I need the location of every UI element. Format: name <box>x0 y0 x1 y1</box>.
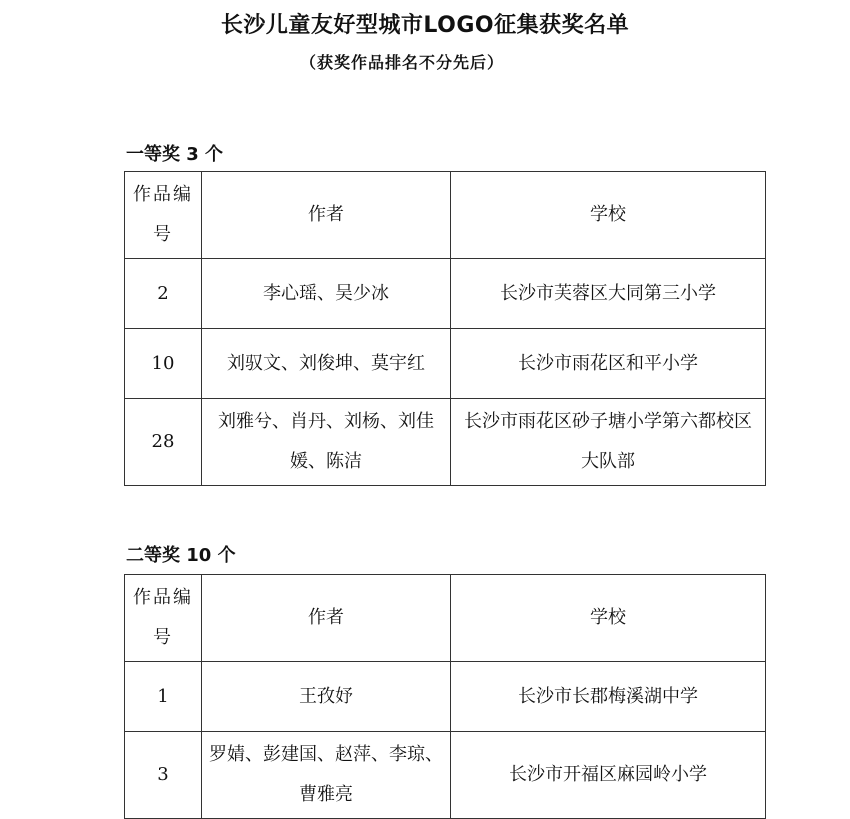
cell-school: 长沙市开福区麻园岭小学 <box>451 732 766 819</box>
table-row <box>125 399 766 486</box>
cell-author: 刘雅兮、肖丹、刘杨、刘佳媛、陈洁 <box>202 399 451 486</box>
header-school: 学校 <box>451 172 766 259</box>
header-school: 学校 <box>451 575 766 662</box>
cell-id: 10 <box>125 329 202 399</box>
cell-school: 长沙市雨花区砂子塘小学第六都校区大队部 <box>451 399 766 486</box>
cell-id: 2 <box>125 259 202 329</box>
document-title: 长沙儿童友好型城市LOGO征集获奖名单 <box>220 13 630 38</box>
table-row <box>125 732 766 819</box>
header-id: 作品编号 <box>125 575 202 662</box>
first-prize-table <box>124 171 766 486</box>
table-header-row <box>125 575 766 662</box>
cell-author: 罗婧、彭建国、赵萍、李琼、曹雅亮 <box>202 732 451 819</box>
second-prize-table <box>124 574 766 819</box>
cell-school: 长沙市长郡梅溪湖中学 <box>451 662 766 732</box>
table-row <box>125 662 766 732</box>
document-subtitle: （获奖作品排名不分先后） <box>300 53 505 72</box>
header-id: 作品编号 <box>125 172 202 259</box>
cell-author: 王孜妤 <box>202 662 451 732</box>
header-author: 作者 <box>202 172 451 259</box>
cell-author: 刘驭文、刘俊坤、莫宇红 <box>202 329 451 399</box>
cell-id: 28 <box>125 399 202 486</box>
section-heading-second-prize: 二等奖 10 个 <box>126 545 236 566</box>
section-heading-first-prize: 一等奖 3 个 <box>126 144 224 165</box>
cell-id: 3 <box>125 732 202 819</box>
cell-school: 长沙市雨花区和平小学 <box>451 329 766 399</box>
cell-id: 1 <box>125 662 202 732</box>
header-author: 作者 <box>202 575 451 662</box>
table-row <box>125 259 766 329</box>
table-row <box>125 329 766 399</box>
cell-author: 李心瑶、吴少冰 <box>202 259 451 329</box>
cell-school: 长沙市芙蓉区大同第三小学 <box>451 259 766 329</box>
table-header-row <box>125 172 766 259</box>
